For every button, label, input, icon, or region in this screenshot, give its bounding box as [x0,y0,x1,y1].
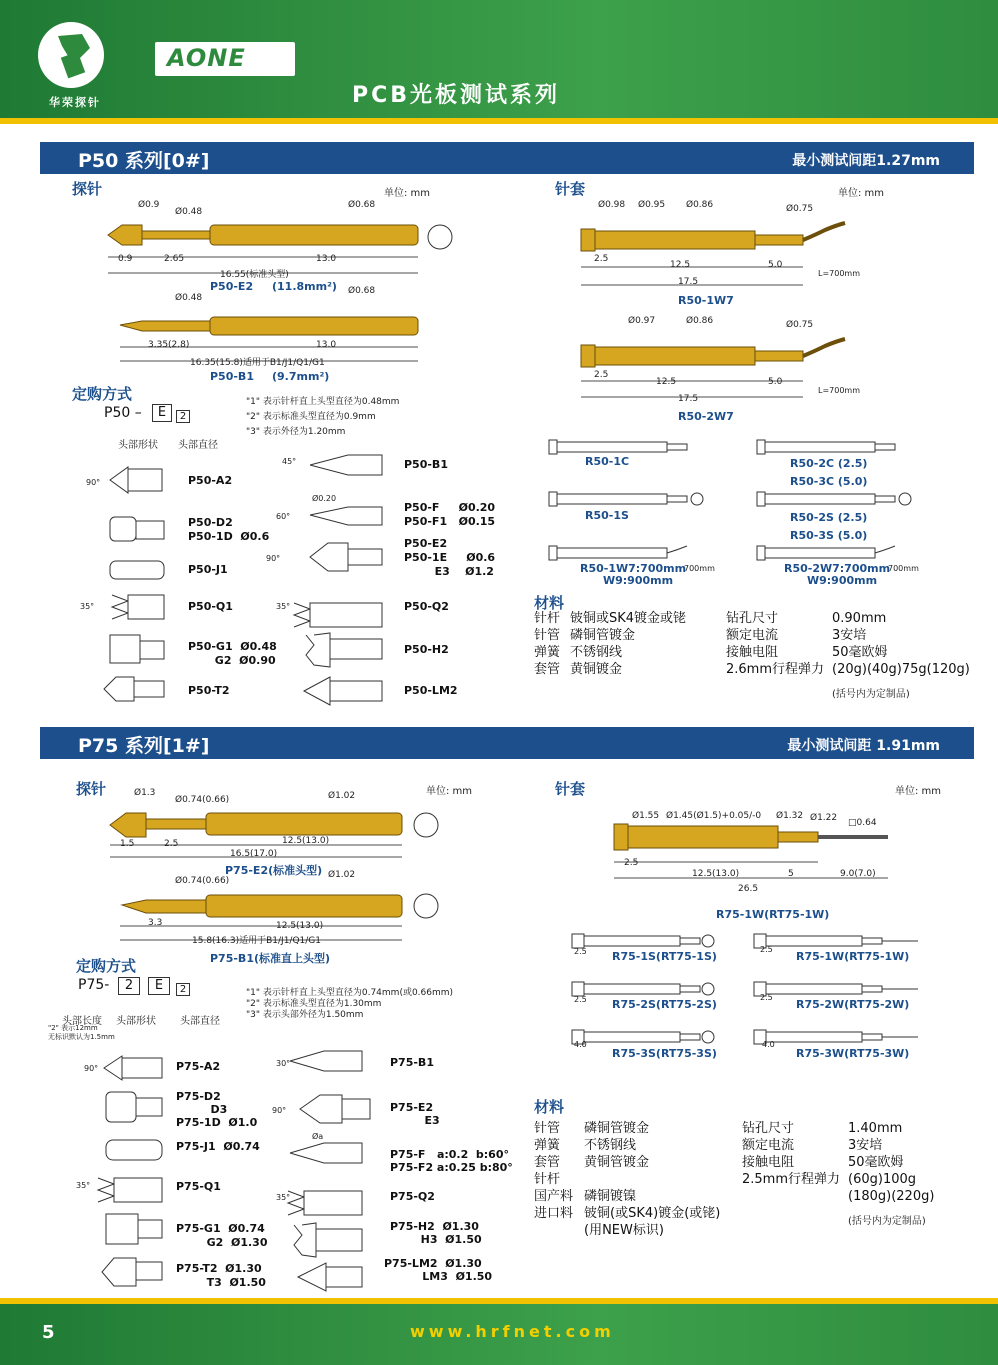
dim-label: 26.5 [738,884,759,894]
dim-label: 12.5(13.0) [692,869,740,879]
tip-label: P75-H2 Ø1.30 H3 Ø1.50 [390,1220,482,1246]
variant-label: R50-1W7:700mm W9:900mm [580,562,687,587]
unit-label: 单位: mm [895,786,942,797]
dim-label: Ø1.32 [776,811,804,821]
order-note: "3" 表示头部外径为1.50mm [246,1010,364,1020]
variant-label: R50-1C [585,455,630,468]
dim-label: 16.35(15.8)适用于B1/J1/Q1/G1 [190,358,325,368]
dim-label: 9.0(7.0) [840,869,876,879]
tip-label: P75-G1 Ø0.74 G2 Ø1.30 [176,1222,268,1249]
order-code: P75- [78,977,110,993]
order-box: E [152,404,172,422]
tip-label: P50-A2 [188,474,233,487]
dim-label: 13.0 [316,340,337,350]
angle-label: 90° [86,478,101,487]
order-label: 头部形状 [118,440,158,451]
part-label: R75-1W(RT75-1W) [716,908,830,921]
tip-label: P75-Q1 [176,1180,221,1193]
tip-label: P75-F a:0.2 b:60° P75-F2 a:0.25 b:80° [390,1148,513,1174]
material-row: 针管 磷铜管镀金 [534,628,636,643]
spec-list [742,1120,982,1205]
section-title: P75 系列[1#] [78,735,210,757]
receptacle-drawing-r75 [610,818,910,898]
tip-shapes-left-p50 [80,455,180,715]
dim-label: Ø1.02 [328,870,356,880]
tip-label: P50-B1 [404,458,448,471]
unit-label: 单位: mm [426,786,473,797]
angle-label: 90° [266,554,281,563]
spec-note: (括号内为定制品) [832,689,910,700]
angle-label: 30° [276,1059,291,1068]
dim-label: Ø0.75 [786,320,814,330]
dim-label: Ø0.98 [598,200,626,210]
dim-label: Øa [312,1132,324,1141]
tip-label: P75-Q2 [390,1190,435,1203]
spec-row: 2.6mm行程弹力 (20g)(40g)75g(120g) [726,662,970,677]
tip-label: P75-A2 [176,1060,221,1073]
variant-length: 2.5 [574,947,587,956]
material-row: 弹簧 不锈钢线 [534,1138,637,1153]
angle-label: 35° [276,1193,291,1202]
probe-heading: 探针 [76,780,107,798]
dim-label: 17.5 [678,394,699,404]
spec-row: 钻孔尺寸 0.90mm [726,611,887,626]
material-row: (用NEW标识) [584,1223,664,1238]
variant-extra: 700mm [888,564,919,573]
tip-label: P50-Q1 [188,600,233,613]
order-code: P50 – [104,405,142,421]
spec-row: 接触电阻 50毫欧姆 [726,645,888,660]
min-pitch: 最小测试间距1.27mm [792,153,940,169]
dim-label: Ø0.86 [686,316,714,326]
order-label: 头部形状 [116,1016,156,1027]
order-note: "1" 表示针杆直上头型直径为0.74mm(或0.66mm) [246,988,454,998]
variant-length: 2.5 [760,945,773,954]
variant-length: 4.0 [762,1040,775,1049]
spec-row: 额定电流 3安培 [742,1138,883,1153]
section-title: P50 系列[0#] [78,150,210,172]
tip-label: P50-J1 [188,563,228,576]
dim-label: 12.5 [656,377,677,387]
spec-row: 接触电阻 50毫欧姆 [742,1155,904,1170]
part-label: R50-1W7 [678,294,734,307]
company-logo-icon [38,22,104,88]
dim-label: Ø0.68 [348,286,376,296]
variant-label: R50-2W7:700mm W9:900mm [784,562,891,587]
material-row: 进口料 铍铜(或SK4)镀金(或铑) [534,1206,721,1221]
logo-text: 华荣探针 [49,96,101,109]
wire-length: L=700mm [818,269,861,278]
tip-label: P75-T2 Ø1.30 T3 Ø1.50 [176,1262,266,1289]
tip-label: P50-T2 [188,684,230,697]
order-label: 头部直径 [178,440,218,451]
brand-text: AONE [167,44,246,72]
part-force: (11.8mm²) [272,280,337,293]
variant-label: R75-3S(RT75-3S) [612,1047,717,1060]
variant-label: R50-2C (2.5) R50-3C (5.0) [790,457,868,488]
tip-label: P50-D2 P50-1D Ø0.6 [188,516,270,543]
order-num-box: 2 [176,983,190,996]
dim-label: 13.0 [316,254,337,264]
order-num-box: 2 [176,410,190,423]
dim-label: Ø0.9 [138,200,160,210]
spec-row: (180g)(220g) [848,1189,935,1204]
tip-label: P75-LM2 Ø1.30 LM3 Ø1.50 [384,1257,493,1283]
tip-shapes-right-p50 [270,445,390,715]
dim-label: Ø1.55 [632,811,660,821]
variant-label: R50-2S (2.5) R50-3S (5.0) [790,511,868,542]
tip-label: P50-F Ø0.20 P50-F1 Ø0.15 [404,501,496,528]
material-heading: 材料 [534,594,565,612]
tip-label: P50-LM2 [404,684,458,697]
order-sub-note: "2" 表示12mm 无标识默认为1.5mm [48,1024,115,1041]
dim-label: Ø1.02 [328,791,356,801]
wire-length: L=700mm [818,386,861,395]
dim-label: Ø1.22 [810,813,838,823]
tip-shapes-left-p75 [80,1050,180,1300]
dim-label: 12.5 [670,260,691,270]
receptacle-variants-r75 [568,928,928,1058]
angle-label: 35° [276,602,291,611]
dim-label: Ø0.68 [348,200,376,210]
dim-label: 2.5 [594,370,609,380]
order-label: 头部长度 [62,1016,102,1027]
dim-label: Ø1.3 [134,788,156,798]
dim-label: 2.5 [594,254,609,264]
spec-row: 2.5mm行程弹力 (60g)100g [742,1172,917,1187]
material-row: 弹簧 不锈钢线 [534,645,623,660]
receptacle-variants-r50 [545,432,925,572]
page-title: PCB光板测试系列 [352,83,561,108]
receptacle-heading: 针套 [555,180,586,198]
dim-label: Ø0.97 [628,316,656,326]
dim-label: Ø0.95 [638,200,666,210]
page-number: 5 [42,1322,55,1343]
header-stripe [0,118,998,124]
dim-label: 2.5 [624,858,639,868]
variant-length: 4.0 [574,1040,587,1049]
order-note: "2" 表示标准头型直径为1.30mm [246,999,382,1009]
order-label: 头部直径 [180,1016,220,1027]
dim-label: Ø0.75 [786,204,814,214]
spec-note: (括号内为定制品) [848,1216,926,1227]
material-row: 国产料 磷铜镀镍 [534,1189,637,1204]
dim-label: Ø0.86 [686,200,714,210]
material-row: 针杆 [534,1172,561,1187]
dim-label: Ø0.48 [175,293,203,303]
dim-label: 17.5 [678,277,699,287]
dim-label: 16.55(标准头型) [220,270,289,280]
dim-label: 16.5(17.0) [230,849,278,859]
min-pitch: 最小测试间距 1.91mm [787,738,940,754]
tip-shapes-right-p75 [270,1045,380,1295]
tip-label: P50-H2 [404,643,449,656]
angle-label: 60° [276,512,291,521]
order-note: "3" 表示外径为1.20mm [246,427,346,437]
receptacle-heading: 针套 [555,780,586,798]
material-row: 针杆 铍铜或SK4镀金或铑 [534,611,687,626]
dim-label: Ø0.20 [312,494,337,503]
spec-list [726,610,976,678]
dim-label: 5.0 [768,260,783,270]
unit-label: 单位: mm [384,188,431,199]
dim-label: Ø0.74(0.66) [175,876,230,886]
dim-label: 3.35(2.8) [148,340,190,350]
spec-row: 额定电流 3安培 [726,628,867,643]
variant-length: 2.5 [574,995,587,1004]
tip-label: P50-Q2 [404,600,449,613]
variant-label: R50-1S [585,509,629,522]
variant-label: R75-2W(RT75-2W) [796,998,910,1011]
angle-label: 90° [84,1064,99,1073]
variant-label: R75-3W(RT75-3W) [796,1047,910,1060]
dim-label: 5.0 [768,377,783,387]
dim-label: 2.65 [164,254,185,264]
dim-label: Ø1.45(Ø1.5)+0.05/-0 [666,811,762,821]
spec-row: 钻孔尺寸 1.40mm [742,1121,903,1136]
dim-label: 12.5(13.0) [282,836,330,846]
dim-label: Ø0.48 [175,207,203,217]
dim-label: 15.8(16.3)适用于B1/J1/Q1/G1 [192,936,321,946]
part-label: P75-E2(标准头型) [225,864,323,877]
dim-label: 5 [788,869,794,879]
receptacle-drawing-r50 [575,205,855,415]
order-note: "1" 表示针杆直上头型直径为0.48mm [246,397,400,407]
tip-label: P75-B1 [390,1056,434,1069]
material-list [534,610,724,678]
dim-label: Ø0.74(0.66) [175,795,230,805]
material-row: 套管 黄铜镀金 [534,662,623,677]
dim-label: 1.5 [120,839,135,849]
part-label: P50-E2 [210,280,254,293]
dim-label: 3.3 [148,918,163,928]
section-bar-p75 [40,727,974,759]
material-row: 针管 磷铜管镀金 [534,1121,650,1136]
variant-label: R75-1W(RT75-1W) [796,950,910,963]
dim-label: □0.64 [848,818,877,828]
tip-label: P50-E2 P50-1E Ø0.6 E3 Ø1.2 [404,537,496,578]
order-box: E [148,977,170,995]
section-bar-p50 [40,142,974,174]
order-note: "2" 表示标准头型直径为0.9mm [246,412,376,422]
probe-heading: 探针 [72,180,103,198]
dim-label: 2.5 [164,839,179,849]
angle-label: 45° [282,457,297,466]
variant-extra: 700mm [684,564,715,573]
variant-length: 2.5 [760,993,773,1002]
unit-label: 单位: mm [838,188,885,199]
part-label: R50-2W7 [678,410,734,423]
part-label: P50-B1 [210,370,254,383]
dim-label: 12.5(13.0) [276,921,324,931]
part-force: (9.7mm²) [272,370,330,383]
dim-label: 0.9 [118,254,133,264]
order-heading: 定购方式 [76,957,137,975]
variant-label: R75-1S(RT75-1S) [612,950,717,963]
tip-label: P75-D2 D3 P75-1D Ø1.0 [176,1090,258,1129]
variant-label: R75-2S(RT75-2S) [612,998,717,1011]
material-list [534,1120,744,1239]
angle-label: 35° [80,602,95,611]
angle-label: 90° [272,1106,287,1115]
order-box: 2 [118,977,140,995]
material-row: 套管 黄铜管镀金 [534,1155,650,1170]
part-label: P75-B1(标准直上头型) [210,952,331,965]
angle-label: 35° [76,1181,91,1190]
website-url[interactable]: www.hrfnet.com [410,1322,615,1341]
tip-label: P50-G1 Ø0.48 G2 Ø0.90 [188,640,277,667]
order-heading: 定购方式 [72,385,133,403]
tip-label: P75-J1 Ø0.74 [176,1140,260,1153]
material-heading: 材料 [534,1098,565,1116]
tip-label: P75-E2 E3 [390,1101,440,1127]
brand-logo [155,42,295,76]
